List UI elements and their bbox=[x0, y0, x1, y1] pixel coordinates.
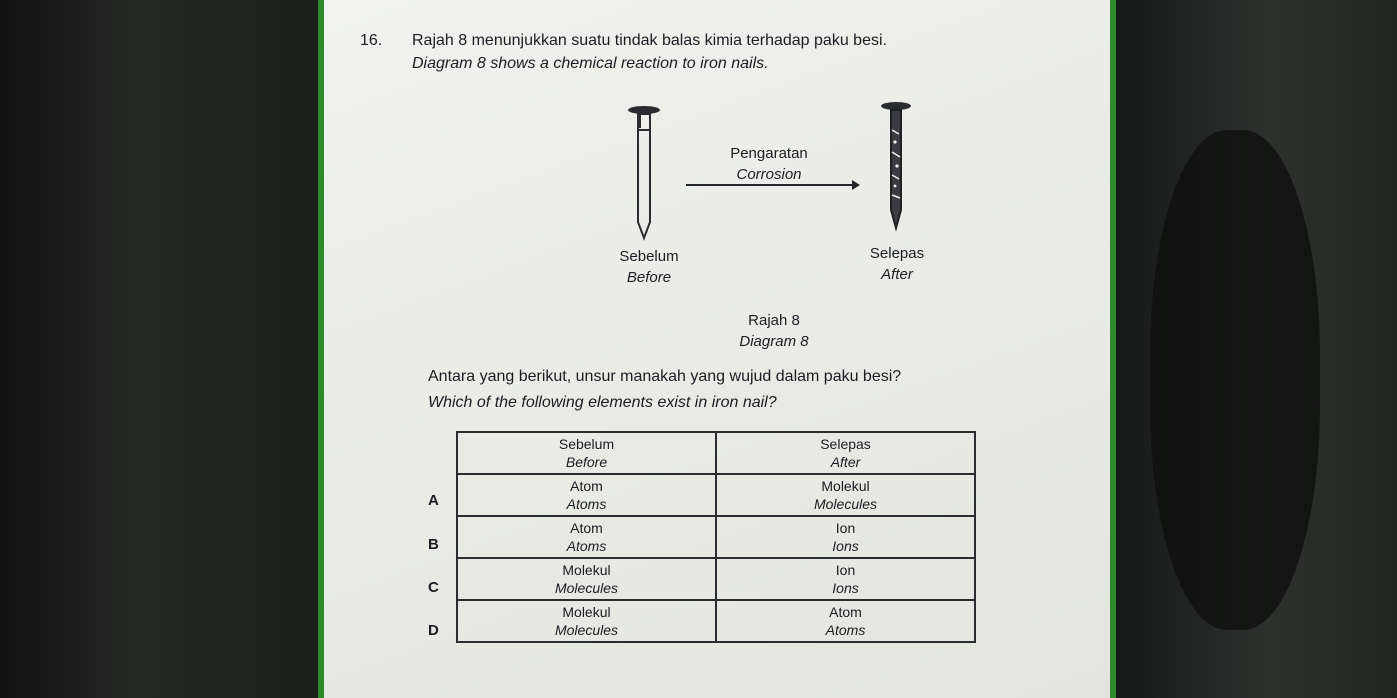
option-letter-a[interactable]: A bbox=[428, 492, 439, 509]
before-label bbox=[594, 248, 704, 286]
nail-after-illustration bbox=[874, 100, 918, 235]
header-before-english: Before bbox=[565, 454, 608, 470]
after-english: After bbox=[881, 266, 913, 283]
process-english: Corrosion bbox=[736, 166, 802, 183]
option-letter-d[interactable]: D bbox=[428, 622, 439, 639]
cell-text: Molecules bbox=[554, 580, 619, 596]
option-b-before bbox=[457, 516, 716, 558]
options-table bbox=[456, 431, 976, 643]
option-row-a[interactable] bbox=[457, 474, 975, 516]
question-text-english: Diagram 8 shows a chemical reaction to iron nails. bbox=[412, 55, 769, 72]
cell-text: Molekul bbox=[562, 562, 611, 578]
cell-text: Ion bbox=[835, 520, 856, 536]
option-row-b[interactable] bbox=[457, 516, 975, 558]
cell-text: Molekul bbox=[562, 604, 611, 620]
cell-text: Ions bbox=[832, 580, 859, 596]
header-before bbox=[457, 432, 716, 474]
cell-text: Atom bbox=[570, 478, 603, 494]
option-c-before bbox=[457, 558, 716, 600]
background-left bbox=[0, 0, 330, 698]
header-after bbox=[716, 432, 975, 474]
after-malay: Selepas bbox=[869, 245, 925, 262]
option-row-d[interactable] bbox=[457, 600, 975, 642]
worksheet-page bbox=[324, 0, 1110, 698]
before-english: Before bbox=[626, 269, 672, 286]
nail-before-illustration bbox=[622, 104, 666, 244]
header-before-malay: Sebelum bbox=[558, 436, 615, 452]
cell-text: Molecules bbox=[813, 496, 878, 512]
option-d-before bbox=[457, 600, 716, 642]
cell-text: Molekul bbox=[821, 478, 870, 494]
screen-edge-right bbox=[1110, 0, 1116, 698]
caption-english: Diagram 8 bbox=[739, 333, 809, 350]
option-a-after bbox=[716, 474, 975, 516]
cell-text: Atoms bbox=[825, 622, 866, 638]
option-a-before bbox=[457, 474, 716, 516]
question-number: 16. bbox=[360, 32, 383, 49]
question-text-malay: Rajah 8 menunjukkan suatu tindak balas kimia terhadap paku besi. bbox=[412, 32, 887, 49]
cell-text: Ion bbox=[835, 562, 856, 578]
stem-text-english: Which of the following elements exist in iron nail? bbox=[428, 394, 777, 411]
stem-text-malay: Antara yang berikut, unsur manakah yang wujud dalam paku besi? bbox=[428, 368, 902, 385]
after-label bbox=[842, 245, 952, 283]
process-malay: Pengaratan bbox=[730, 145, 808, 162]
process-label bbox=[704, 145, 834, 183]
cell-text: Atom bbox=[829, 604, 862, 620]
cell-text: Atoms bbox=[566, 496, 607, 512]
option-b-after bbox=[716, 516, 975, 558]
cell-text: Atoms bbox=[566, 538, 607, 554]
option-c-after bbox=[716, 558, 975, 600]
table-header-row bbox=[457, 432, 975, 474]
option-letter-c[interactable]: C bbox=[428, 579, 439, 596]
caption-malay: Rajah 8 bbox=[748, 312, 800, 329]
header-after-malay: Selepas bbox=[820, 436, 871, 452]
option-d-after bbox=[716, 600, 975, 642]
shadow bbox=[1150, 130, 1320, 630]
option-letter-b[interactable]: B bbox=[428, 536, 439, 553]
header-after-english: After bbox=[830, 454, 861, 470]
diagram-caption bbox=[714, 312, 834, 350]
cell-text: Ions bbox=[832, 538, 859, 554]
before-malay: Sebelum bbox=[619, 248, 679, 265]
cell-text: Molecules bbox=[554, 622, 619, 638]
reaction-arrow bbox=[686, 184, 854, 186]
option-row-c[interactable] bbox=[457, 558, 975, 600]
cell-text: Atom bbox=[570, 520, 603, 536]
